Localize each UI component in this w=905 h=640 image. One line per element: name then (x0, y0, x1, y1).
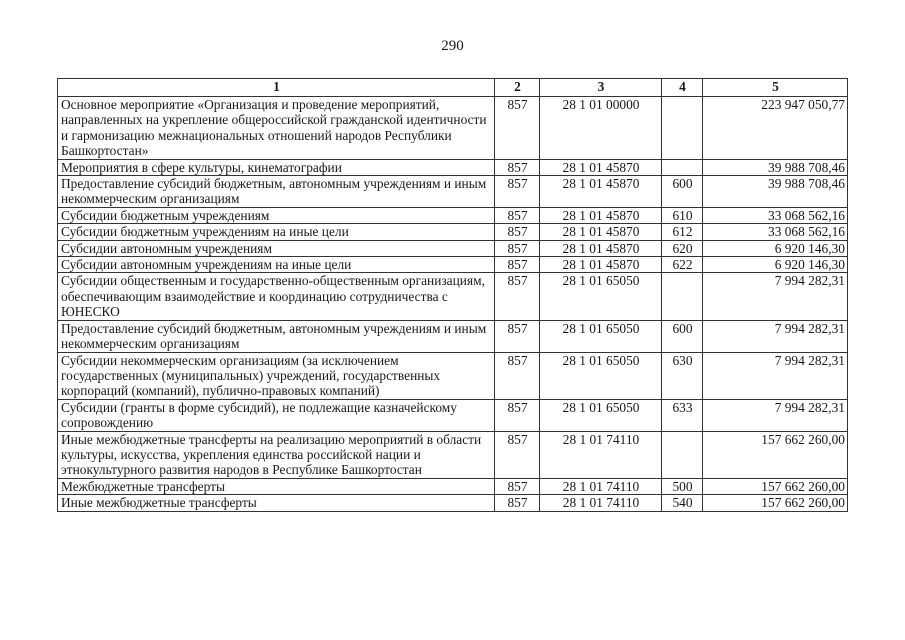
program-code-cell: 28 1 01 45870 (540, 257, 662, 273)
table-row (58, 352, 848, 399)
expense-name-cell: Межбюджетные трансферты (58, 478, 495, 494)
amount-cell: 7 994 282,31 (703, 273, 848, 320)
expense-type-cell: 540 (662, 495, 703, 511)
admin-code-cell: 857 (495, 257, 540, 273)
expense-name-cell: Субсидии автономным учреждениям (58, 240, 495, 256)
expense-type-cell: 622 (662, 257, 703, 273)
column-header-name: 1 (58, 79, 495, 97)
expense-name-cell: Субсидии некоммерческим организациям (за исключением государственных (муниципальных) учреждений, государственных корпораций (компаний), публично-правовых компаний) (58, 352, 495, 399)
amount-cell: 7 994 282,31 (703, 399, 848, 431)
admin-code-cell: 857 (495, 431, 540, 478)
amount-cell: 39 988 708,46 (703, 159, 848, 175)
admin-code-cell: 857 (495, 399, 540, 431)
table-row (58, 207, 848, 223)
table-row (58, 240, 848, 256)
table-row (58, 399, 848, 431)
amount-cell: 157 662 260,00 (703, 495, 848, 511)
expense-type-cell (662, 159, 703, 175)
column-header-admin: 2 (495, 79, 540, 97)
header-row (58, 79, 848, 97)
program-code-cell: 28 1 01 65050 (540, 273, 662, 320)
admin-code-cell: 857 (495, 495, 540, 511)
table-row (58, 431, 848, 478)
table-row (58, 224, 848, 240)
program-code-cell: 28 1 01 45870 (540, 240, 662, 256)
amount-cell: 39 988 708,46 (703, 176, 848, 208)
table-row (58, 273, 848, 320)
column-header-code: 3 (540, 79, 662, 97)
expense-type-cell: 612 (662, 224, 703, 240)
amount-cell: 7 994 282,31 (703, 320, 848, 352)
expense-type-cell: 600 (662, 320, 703, 352)
table-row (58, 97, 848, 160)
page-number: 290 (441, 38, 464, 54)
expense-name-cell: Субсидии бюджетным учреждениям (58, 207, 495, 223)
expense-name-cell: Мероприятия в сфере культуры, кинематографии (58, 159, 495, 175)
expense-name-cell: Основное мероприятие «Организация и проведение мероприятий, направленных на укрепление общероссийской гражданской идентичности и гармонизацию межнациональных отношений народов Республики Башкортостан» (58, 97, 495, 160)
admin-code-cell: 857 (495, 478, 540, 494)
expense-name-cell: Субсидии автономным учреждениям на иные цели (58, 257, 495, 273)
table-row (58, 495, 848, 511)
column-header-type: 4 (662, 79, 703, 97)
program-code-cell: 28 1 01 65050 (540, 352, 662, 399)
admin-code-cell: 857 (495, 273, 540, 320)
expense-name-cell: Предоставление субсидий бюджетным, автономным учреждениям и иным некоммерческим организациям (58, 176, 495, 208)
table-body (58, 97, 848, 512)
admin-code-cell: 857 (495, 97, 540, 160)
program-code-cell: 28 1 01 74110 (540, 478, 662, 494)
expense-name-cell: Иные межбюджетные трансферты (58, 495, 495, 511)
budget-table (57, 78, 848, 512)
expense-name-cell: Субсидии (гранты в форме субсидий), не подлежащие казначейскому сопровождению (58, 399, 495, 431)
program-code-cell: 28 1 01 65050 (540, 399, 662, 431)
expense-type-cell: 500 (662, 478, 703, 494)
expense-type-cell (662, 273, 703, 320)
table-row (58, 320, 848, 352)
amount-cell: 33 068 562,16 (703, 224, 848, 240)
amount-cell: 33 068 562,16 (703, 207, 848, 223)
admin-code-cell: 857 (495, 240, 540, 256)
expense-name-cell: Иные межбюджетные трансферты на реализацию мероприятий в области культуры, искусства, укрепления единства российской нации и этнокультурного развития народов в Республике Башкортостан (58, 431, 495, 478)
amount-cell: 6 920 146,30 (703, 257, 848, 273)
program-code-cell: 28 1 01 45870 (540, 207, 662, 223)
admin-code-cell: 857 (495, 352, 540, 399)
program-code-cell: 28 1 01 45870 (540, 224, 662, 240)
amount-cell: 157 662 260,00 (703, 431, 848, 478)
amount-cell: 223 947 050,77 (703, 97, 848, 160)
table-row (58, 478, 848, 494)
admin-code-cell: 857 (495, 159, 540, 175)
expense-type-cell (662, 431, 703, 478)
amount-cell: 157 662 260,00 (703, 478, 848, 494)
admin-code-cell: 857 (495, 224, 540, 240)
program-code-cell: 28 1 01 74110 (540, 495, 662, 511)
table-row (58, 176, 848, 208)
expense-name-cell: Субсидии общественным и государственно-общественным организациям, обеспечивающим взаимодействие и координацию сотрудничества с ЮНЕСКО (58, 273, 495, 320)
program-code-cell: 28 1 01 00000 (540, 97, 662, 160)
amount-cell: 7 994 282,31 (703, 352, 848, 399)
expense-type-cell (662, 97, 703, 160)
column-header-amount: 5 (703, 79, 848, 97)
expense-type-cell: 633 (662, 399, 703, 431)
program-code-cell: 28 1 01 45870 (540, 176, 662, 208)
table-row (58, 257, 848, 273)
program-code-cell: 28 1 01 45870 (540, 159, 662, 175)
program-code-cell: 28 1 01 74110 (540, 431, 662, 478)
table-row (58, 159, 848, 175)
expense-type-cell: 610 (662, 207, 703, 223)
admin-code-cell: 857 (495, 320, 540, 352)
expense-name-cell: Субсидии бюджетным учреждениям на иные цели (58, 224, 495, 240)
program-code-cell: 28 1 01 65050 (540, 320, 662, 352)
expense-name-cell: Предоставление субсидий бюджетным, автономным учреждениям и иным некоммерческим организациям (58, 320, 495, 352)
expense-type-cell: 630 (662, 352, 703, 399)
admin-code-cell: 857 (495, 176, 540, 208)
admin-code-cell: 857 (495, 207, 540, 223)
expense-type-cell: 600 (662, 176, 703, 208)
expense-type-cell: 620 (662, 240, 703, 256)
amount-cell: 6 920 146,30 (703, 240, 848, 256)
